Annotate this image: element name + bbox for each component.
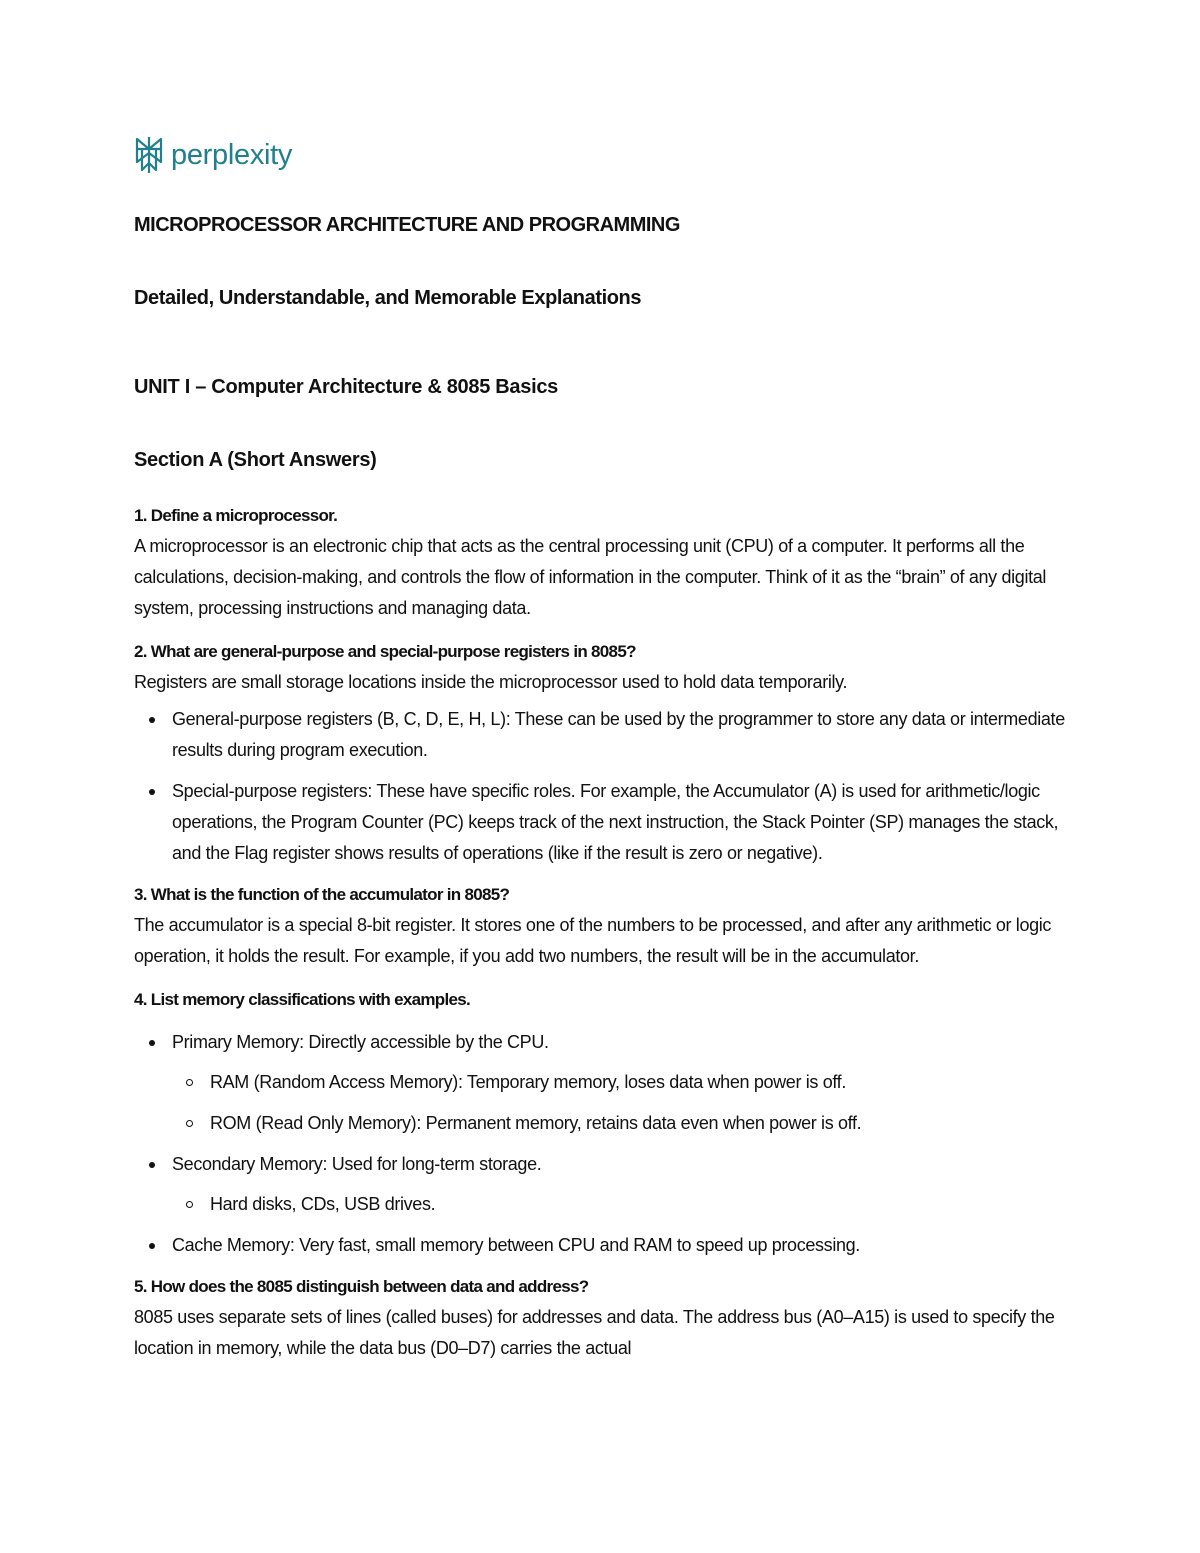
list-item: General-purpose registers (B, C, D, E, H, L): These can be used by the programmer to store any data or intermediate results during program execution. xyxy=(134,704,1069,766)
sub-list-item: ROM (Read Only Memory): Permanent memory, retains data even when power is off. xyxy=(172,1108,1069,1139)
list-item xyxy=(134,1230,1069,1261)
question-item xyxy=(134,636,1069,869)
questions-list xyxy=(134,500,1069,1374)
section-heading: Section A (Short Answers) xyxy=(134,449,377,471)
answer-text: 8085 uses separate sets of lines (called buses) for addresses and data. The address bus (A0–A15) is used to specify the location in memory, while the data bus (D0–D7) carries the actual xyxy=(134,1307,1055,1358)
list-item: Special-purpose registers: These have specific roles. For example, the Accumulator (A) is used for arithmetic/logic operations, the Program Counter (PC) keeps track of the next instruction, the Stack Pointer (SP) manages the stack, and the Flag register shows results of operations (like if the result is zero or negative). xyxy=(134,776,1069,869)
bullet-list xyxy=(134,704,1069,869)
list-item-text: Secondary Memory: Used for long-term storage. xyxy=(172,1154,542,1174)
question-heading: 2. What are general-purpose and special-purpose registers in 8085? xyxy=(134,642,636,661)
perplexity-logo xyxy=(133,136,292,174)
question-heading: 1. Define a microprocessor. xyxy=(134,506,338,525)
question-heading: 4. List memory classifications with examples. xyxy=(134,990,471,1009)
question-item xyxy=(134,879,1069,972)
question-item xyxy=(134,984,1069,1261)
question-heading: 3. What is the function of the accumulator in 8085? xyxy=(134,885,510,904)
sub-list-item: RAM (Random Access Memory): Temporary memory, loses data when power is off. xyxy=(172,1067,1069,1098)
list-item xyxy=(134,1027,1069,1139)
list-item-text: Cache Memory: Very fast, small memory between CPU and RAM to speed up processing. xyxy=(172,1235,860,1255)
question-item xyxy=(134,1271,1069,1364)
unit-heading: UNIT I – Computer Architecture & 8085 Basics xyxy=(134,376,558,398)
perplexity-logo-text: perplexity xyxy=(171,138,293,171)
sub-bullet-list xyxy=(172,1067,1069,1139)
answer-text: The accumulator is a special 8-bit register. It stores one of the numbers to be processed, and after any arithmetic or logic operation, it holds the result. For example, if you add two numbers, the result will be in the accumulator. xyxy=(134,915,1052,966)
list-item xyxy=(134,1149,1069,1220)
answer-text: A microprocessor is an electronic chip that acts as the central processing unit (CPU) of a computer. It performs all the calculations, decision-making, and controls the flow of information in the computer. Think of it as the “brain” of any digital system, processing instructions and managing data. xyxy=(134,536,1047,618)
bullet-list xyxy=(134,1027,1069,1261)
sub-list-item: Hard disks, CDs, USB drives. xyxy=(172,1189,1069,1220)
question-heading: 5. How does the 8085 distinguish between data and address? xyxy=(134,1277,589,1296)
answer-text: Registers are small storage locations inside the microprocessor used to hold data temporarily. xyxy=(134,672,848,692)
sub-bullet-list xyxy=(172,1189,1069,1220)
perplexity-logo-icon xyxy=(133,136,165,174)
document-subtitle: Detailed, Understandable, and Memorable Explanations xyxy=(134,287,642,309)
question-item xyxy=(134,500,1069,624)
list-item-text: Primary Memory: Directly accessible by the CPU. xyxy=(172,1032,549,1052)
document-title: MICROPROCESSOR ARCHITECTURE AND PROGRAMMING xyxy=(134,214,680,236)
